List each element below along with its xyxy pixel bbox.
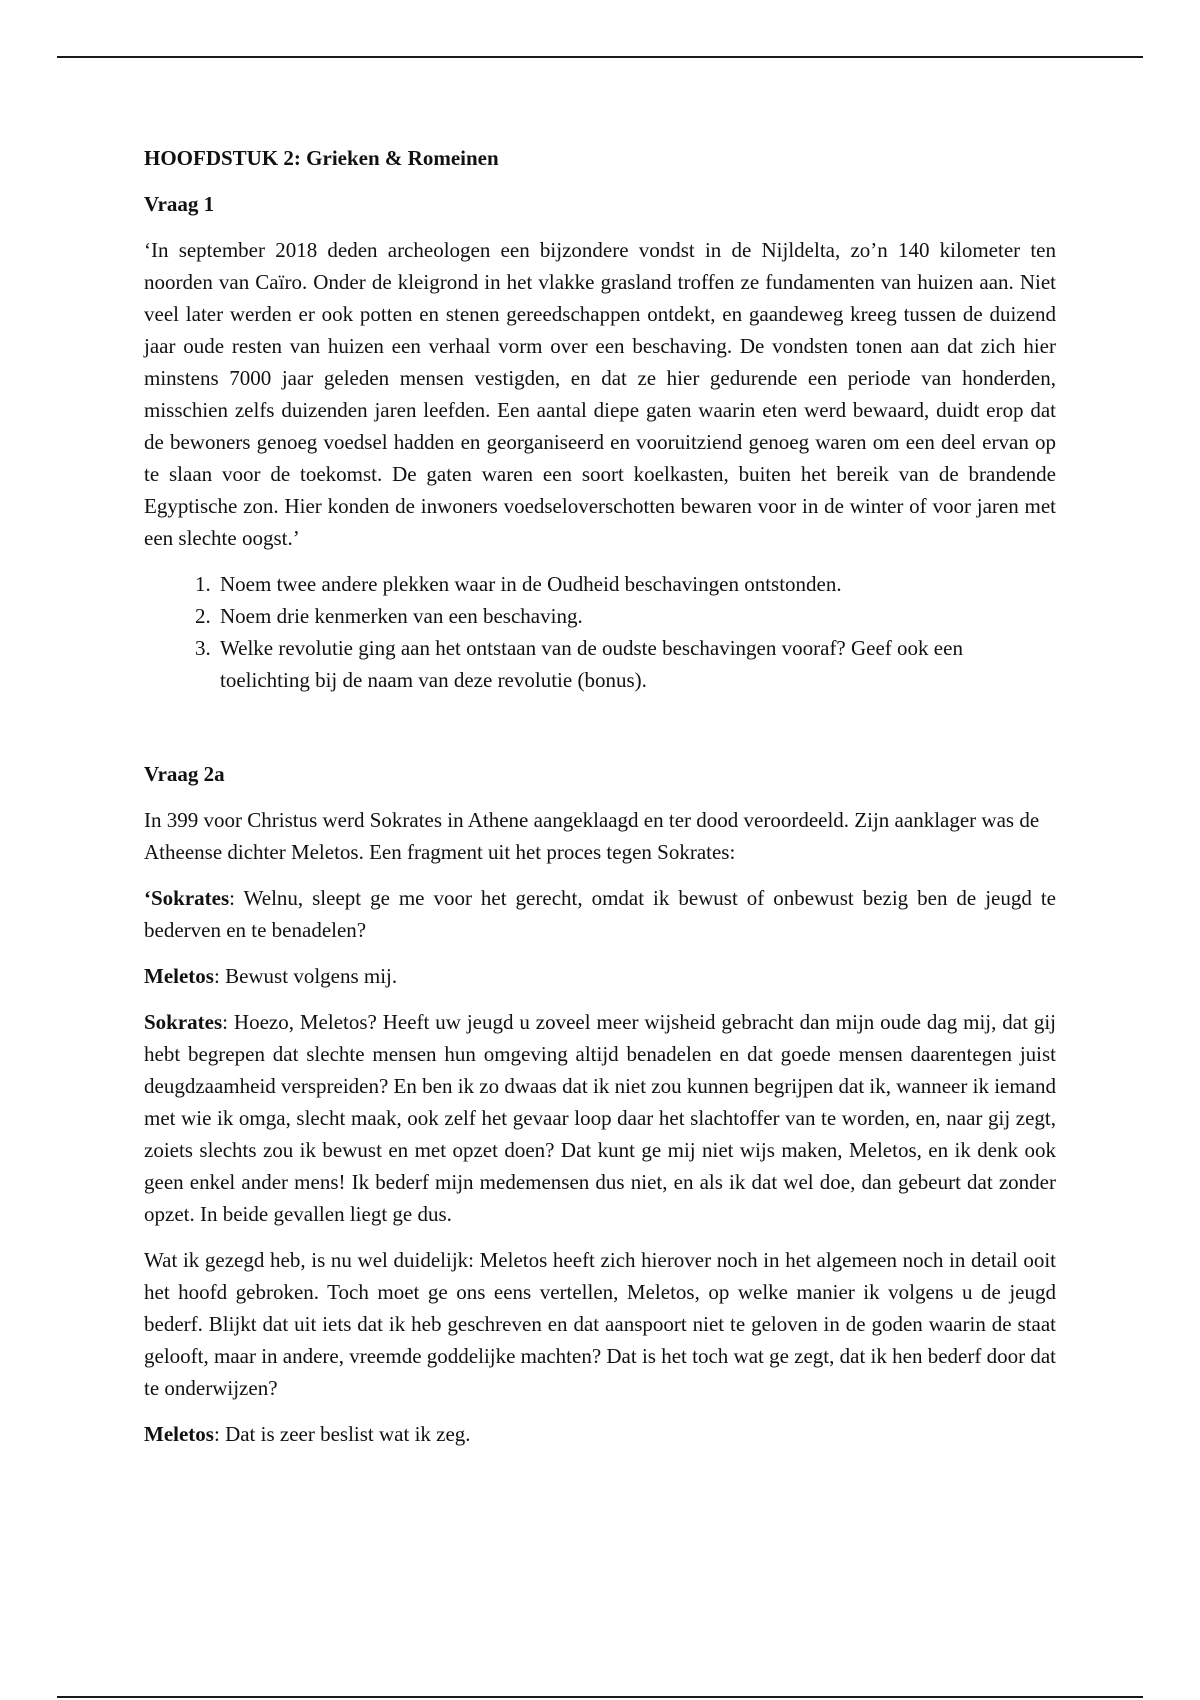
bottom-rule — [57, 1696, 1143, 1698]
question-1-heading: Vraag 1 — [144, 192, 215, 216]
question-2a-intro: In 399 voor Christus werd Sokrates in Athene aangeklaagd en ter dood veroordeeld. Zijn aanklager was de Atheense dichter Meletos. Een fragment uit het proces tegen Sokrates: — [144, 808, 1040, 864]
top-rule — [57, 56, 1143, 58]
question-1-list — [144, 568, 1056, 696]
speaker-name: Meletos — [144, 1422, 214, 1446]
list-item: 3. Welke revolutie ging aan het ontstaan van de oudste beschavingen vooraf? Geef ook een toelichting bij de naam van deze revolutie (bonus). — [216, 632, 1056, 696]
speaker-name: ‘Sokrates — [144, 886, 230, 910]
document-body — [144, 142, 1056, 1464]
question-1-quote: ‘In september 2018 deden archeologen een bijzondere vondst in de Nijldelta, zo’n 140 kilometer ten noorden van Caïro. Onder de kleigrond in het vlakke grasland troffen ze fundamenten van huizen aan. Niet veel later werden er ook potten en stenen gereedschappen ontdekt, en gaandeweg kreeg tussen de duizend jaar oude resten van huizen een verhaal vorm over een beschaving. De vondsten tonen aan dat zich hier minstens 7000 jaar geleden mensen vestigden, en dat ze hier gedurende een periode van honderden, misschien zelfs duizenden jaren leefden. Een aantal diepe gaten waarin eten werd bewaard, duidt erop dat de bewoners genoeg voedsel hadden en georganiseerd en vooruitziend genoeg waren om een deel ervan op te slaan voor de toekomst. De gaten waren een soort koelkasten, buiten het bereik van de brandende Egyptische zon. Hier konden de inwoners voedseloverschotten bewaren voor in de winter of voor jaren met een slechte oogst.’ — [144, 238, 1056, 550]
dialogue-continuation: Wat ik gezegd heb, is nu wel duidelijk: Meletos heeft zich hierover noch in het algemeen noch in detail ooit het hoofd gebroken. Toch moet ge ons eens vertellen, Meletos, op welke manier ik volgens u de jeugd bederf. Blijkt dat uit iets dat ik heb geschreven en dat aanspoort niet te geloven in de goden waarin de staat gelooft, maar in andere, vreemde goddelijke machten? Dat is het toch wat ge zegt, dat ik hen bederf door dat te onderwijzen? — [144, 1248, 1056, 1400]
dialogue-line: Meletos: Dat is zeer beslist wat ik zeg. — [144, 1422, 471, 1446]
dialogue-line: Meletos: Bewust volgens mij. — [144, 964, 398, 988]
list-item: 2. Noem drie kenmerken van een beschaving. — [216, 600, 1056, 632]
speaker-name: Sokrates — [144, 1010, 223, 1034]
chapter-title: HOOFDSTUK 2: Grieken & Romeinen — [144, 146, 499, 170]
question-2a-heading: Vraag 2a — [144, 762, 225, 786]
dialogue-line: ‘Sokrates: Welnu, sleept ge me voor het gerecht, omdat ik bewust of onbewust bezig ben de jeugd te bederven en te benadelen? — [144, 886, 1056, 942]
speaker-name: Meletos — [144, 964, 214, 988]
list-item: 1. Noem twee andere plekken waar in de Oudheid beschavingen ontstonden. — [216, 568, 1056, 600]
dialogue-line: Sokrates: Hoezo, Meletos? Heeft uw jeugd u zoveel meer wijsheid gebracht dan mijn oude dag mij, dat gij hebt begrepen dat slechte mensen hun omgeving altijd benadelen en dat goede mensen daarentegen juist deugdzaamheid verspreiden? En ben ik zo dwaas dat ik niet zou kunnen begrijpen dat ik, wanneer ik iemand met wie ik omga, slecht maak, ook zelf het gevaar loop daar het slachtoffer van te worden, en, naar gij zegt, zoiets slechts zou ik bewust en met opzet doen? Dat kunt ge mij niet wijs maken, Meletos, en ik denk ook geen enkel ander mens! Ik bederf mijn medemensen dus niet, en als ik dat wel doe, dan gebeurt dat zonder opzet. In beide gevallen liegt ge dus. — [144, 1010, 1057, 1226]
